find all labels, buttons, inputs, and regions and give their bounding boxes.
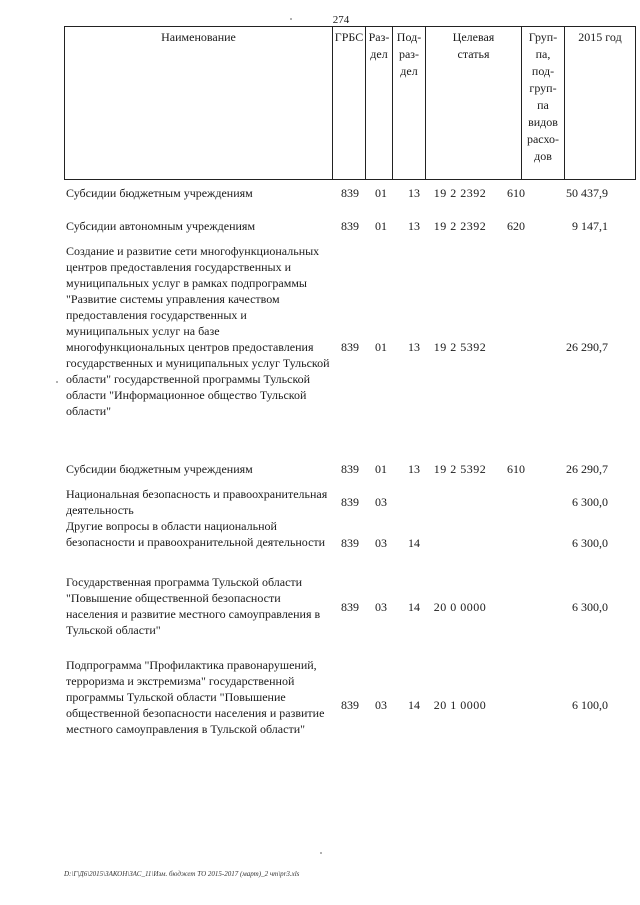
- row-name: Национальная безопасность и правоохранительная деятельность: [66, 487, 328, 517]
- header-target: Целевая статья: [426, 27, 522, 180]
- row-grbs: 839: [341, 462, 359, 476]
- row-group: 610: [507, 186, 525, 200]
- row-razdel: 01: [375, 462, 387, 476]
- row-podrazdel: 13: [408, 186, 420, 200]
- row-target: 20 1 0000: [433, 698, 487, 712]
- row-target: 19 2 5392: [433, 462, 487, 476]
- row-name: Создание и развитие сети многофункциональных центров предоставления государственных и муниципальных услуг в рамках подпрограммы "Развитие системы управления качеством предоставления государственных и муниципальных услуг на базе многофункциональных центров предоставления государственных и муниципальных услуг Тульской области" государственной программы Тульской области "Информационное общество Тульской области": [66, 244, 330, 418]
- row-target: 19 2 5392: [433, 340, 487, 354]
- row-target: 20 0 0000: [433, 600, 487, 614]
- row-podrazdel: 14: [408, 600, 420, 614]
- row-target: 19 2 2392: [433, 186, 487, 200]
- row-amount: 6 300,0: [572, 495, 608, 509]
- row-razdel: 03: [375, 495, 387, 509]
- row-amount: 6 300,0: [572, 600, 608, 614]
- row-group: 620: [507, 219, 525, 233]
- row-podrazdel: 13: [408, 462, 420, 476]
- row-amount: 9 147,1: [572, 219, 608, 233]
- row-razdel: 03: [375, 600, 387, 614]
- header-razdel: Раз- дел: [366, 27, 393, 180]
- row-amount: 50 437,9: [566, 186, 608, 200]
- row-amount: 26 290,7: [566, 340, 608, 354]
- scan-speck: [56, 381, 58, 383]
- row-name: Субсидии автономным учреждениям: [66, 219, 256, 233]
- row-podrazdel: 14: [408, 698, 420, 712]
- row-podrazdel: 13: [408, 340, 420, 354]
- row-target: 19 2 2392: [433, 219, 487, 233]
- scan-speck: [320, 852, 322, 854]
- row-name: Подпрограмма "Профилактика правонарушений, терроризма и экстремизма" государственной программы Тульской области "Повышение общественной безопасности населения и развитие местного самоуправления в Тульской области": [66, 658, 325, 736]
- row-razdel: 01: [375, 186, 387, 200]
- row-name: Другие вопросы в области национальной безопасности и правоохранительной деятельности: [66, 519, 326, 549]
- row-amount: 26 290,7: [566, 462, 608, 476]
- row-grbs: 839: [341, 186, 359, 200]
- row-name: Субсидии бюджетным учреждениям: [66, 462, 253, 476]
- header-name: Наименование: [65, 27, 333, 180]
- header-grbs: ГРБС: [333, 27, 366, 180]
- row-group: 610: [507, 462, 525, 476]
- file-path-footer: D:\Г\Д6\2015\ЗАКОН\ЗАС_11\Изм. бюджет ТО 2015-2017 (март)_2 чт\pr3.xls: [64, 870, 300, 878]
- scan-speck: [290, 18, 292, 20]
- row-podrazdel: 14: [408, 536, 420, 550]
- row-grbs: 839: [341, 698, 359, 712]
- row-grbs: 839: [341, 536, 359, 550]
- header-podrazdel: Под- раз- дел: [393, 27, 426, 180]
- row-podrazdel: 13: [408, 219, 420, 233]
- header-group: Груп- па, под- груп- па видов расхо- дов: [522, 27, 565, 180]
- row-name: Государственная программа Тульской области "Повышение общественной безопасности населения и развитие местного самоуправления в Тульской области": [66, 575, 321, 637]
- row-razdel: 03: [375, 536, 387, 550]
- row-razdel: 01: [375, 340, 387, 354]
- row-razdel: 03: [375, 698, 387, 712]
- table-header: [64, 26, 636, 180]
- row-amount: 6 100,0: [572, 698, 608, 712]
- row-grbs: 839: [341, 340, 359, 354]
- row-name: Субсидии бюджетным учреждениям: [66, 186, 253, 200]
- row-grbs: 839: [341, 600, 359, 614]
- row-razdel: 01: [375, 219, 387, 233]
- row-grbs: 839: [341, 495, 359, 509]
- row-amount: 6 300,0: [572, 536, 608, 550]
- row-grbs: 839: [341, 219, 359, 233]
- page-number: 274: [332, 14, 350, 26]
- header-year: 2015 год: [565, 27, 636, 180]
